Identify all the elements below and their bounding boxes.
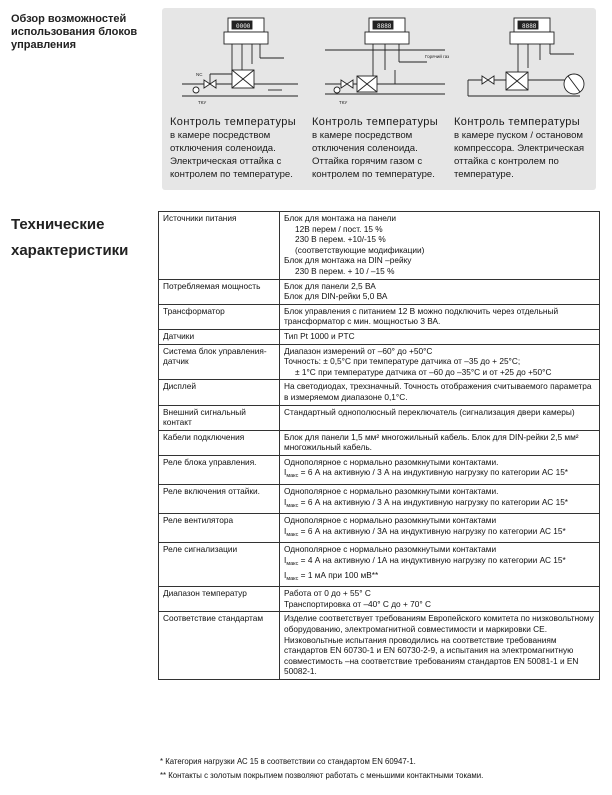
spec-row <box>159 543 600 587</box>
spec-name: Реле блока управления. <box>159 455 280 484</box>
caption-solenoid-electric-defrost <box>170 116 305 181</box>
spec-value-line: Изделие соответствует требованиям Европейского комитета по низковольтному оборудованию, электромагнитной совместимости и маркировки СЕ. Низковольтные испытания проводились на соответствие требованиям стандартов EN 60730-1 и EN 60730-2-9, а испытания на электромагнитную совместимость –на соответствие требованиям стандартов EN 50081-1 и EN 50082-1. <box>284 613 594 677</box>
spec-row <box>159 304 600 329</box>
spec-value-line: Блок для панели 1,5 мм² многожильный кабель. Блок для DIN-рейки 2,5 мм² многожильный кабель. <box>284 431 579 453</box>
specs-title: Технические характеристики <box>11 216 129 259</box>
spec-row <box>159 344 600 380</box>
spec-value <box>280 587 600 612</box>
spec-value-line: Транспортировка от –40° С до + 70° С <box>284 598 431 609</box>
spec-value-line: 230 В перем. + 10 / –15 % <box>295 265 395 276</box>
spec-value-line: 12В перем / пост. 15 % <box>295 223 383 234</box>
spec-name: Потребляемая мощность <box>159 279 280 304</box>
spec-value-line: Блок для монтажа на DIN –рейку <box>284 255 412 266</box>
spec-value-line: 230 В перем. +10/-15 % <box>295 234 386 245</box>
diagram1-label-nc: NC <box>196 72 203 77</box>
diagram2-display-text: 8888 <box>377 23 392 30</box>
spec-value-line: Блок управления с питанием 12 В можно подключить через отдельный трансформатор с мин. мощностью 3 ВА. <box>284 305 559 327</box>
spec-row <box>159 430 600 455</box>
spec-value-line: Диапазон измерений от –60° до +50°C <box>284 345 433 356</box>
spec-name: Реле вентилятора <box>159 514 280 543</box>
spec-name: Датчики <box>159 329 280 344</box>
spec-row <box>159 329 600 344</box>
spec-row <box>159 212 600 280</box>
spec-row <box>159 485 600 514</box>
caption1-heading: Контроль температуры <box>170 116 297 128</box>
caption1-body: в камере посредством отключения соленоида. Электрическая оттайка с контролем по температуре. <box>170 130 293 180</box>
spec-value-line: Блок для DIN-рейки 5,0 ВА <box>284 291 388 302</box>
spec-value <box>280 329 600 344</box>
specs-table <box>158 211 600 680</box>
spec-value-line: Работа от 0 до + 55° С <box>284 588 371 599</box>
spec-value-line: Блок для монтажа на панели <box>284 213 397 223</box>
diagram2-label-tku: ТКУ <box>339 100 348 105</box>
caption2-heading: Контроль температуры <box>312 116 439 128</box>
spec-value-line: $I_{макс} = 6$ А на активную / 3 А на индуктивную нагрузку по категории АС 15* <box>284 496 569 509</box>
spec-name: Реле сигнализации <box>159 543 280 587</box>
spec-row <box>159 405 600 430</box>
spec-value <box>280 430 600 455</box>
caption3-heading: Контроль температуры <box>454 116 581 128</box>
overview-panel <box>162 8 596 190</box>
diagram1-label-tku: ТКУ <box>198 100 207 105</box>
spec-value <box>280 612 600 680</box>
diagram2-label-hotgas: Горячий газ <box>425 54 450 59</box>
spec-name: Трансформатор <box>159 304 280 329</box>
spec-value-line: На светодиодах, трехзначный. Точность отображения считываемого параметра в измеряемом диапазоне 0,1°C. <box>284 381 592 402</box>
spec-value <box>280 344 600 380</box>
spec-value <box>280 212 600 280</box>
spec-value-line: $I_{макс} = 6$ А на активную / 3 А на индуктивную нагрузку по категории АС 15* <box>284 467 569 480</box>
spec-value-line: Точность: ± 0,5°C при температуре датчика от –35 до + 25°C; <box>284 356 521 367</box>
spec-value-line: Стандартный однополюсный переключатель (сигнализация двери камеры) <box>284 406 575 417</box>
diagram3-display-text: 8888 <box>522 23 537 30</box>
spec-row <box>159 455 600 484</box>
spec-name: Соответствие стандартам <box>159 612 280 680</box>
spec-value <box>280 543 600 587</box>
spec-name: Диапазон температур <box>159 587 280 612</box>
spec-value-line: Однополярное с нормально разомкнутыми контактами. <box>284 456 499 467</box>
footnote-ac15: * Категория нагрузки АС 15 в соответствии со стандартом EN 60947-1. <box>160 757 416 766</box>
caption2-body: в камере посредством отключения соленоида. Оттайка горячим газом с контролем по температуре. <box>312 130 435 180</box>
spec-name: Реле включения оттайки. <box>159 485 280 514</box>
spec-value-line: ± 1°C при температуре датчика от –60 до –35°C и от +25 до +50°C <box>295 366 552 377</box>
spec-value <box>280 405 600 430</box>
spec-value <box>280 279 600 304</box>
spec-value-line: Тип Pt 1000 и PTC <box>284 330 355 341</box>
spec-row <box>159 279 600 304</box>
spec-value <box>280 304 600 329</box>
spec-name: Внешний сигнальный контакт <box>159 405 280 430</box>
spec-value <box>280 455 600 484</box>
spec-value-line: $I_{макс} = 4$ А на активную / 1А на индуктивную нагрузку по категории АС 15* <box>284 555 566 568</box>
spec-value <box>280 514 600 543</box>
spec-value <box>280 485 600 514</box>
specs-table-body <box>159 212 600 680</box>
caption-solenoid-hotgas-defrost <box>312 116 447 181</box>
spec-value-line: Однополярное с нормально разомкнутыми контактами <box>284 515 497 526</box>
diagram-solenoid-hotgas-defrost <box>317 14 452 112</box>
spec-value-line: Однополярное с нормально разомкнутыми контактами <box>284 544 497 555</box>
footnote-gold-contacts: ** Контакты с золотым покрытием позволяют работать с меньшими контактными токами. <box>160 771 484 780</box>
diagram-solenoid-electric-defrost <box>172 14 302 112</box>
diagram1-display-text: 0000 <box>236 23 251 30</box>
spec-value <box>280 380 600 405</box>
spec-name: Кабели подключения <box>159 430 280 455</box>
spec-value-line: Однополярное с нормально разомкнутыми контактами. <box>284 486 499 497</box>
spec-value-line: $I_{макс} = 6$ А на активную / 3А на индуктивную нагрузку по категории АС 15* <box>284 525 566 538</box>
spec-row <box>159 612 600 680</box>
spec-row <box>159 380 600 405</box>
overview-title: Обзор возможностей использования блоков управления <box>11 13 138 51</box>
spec-value-line: $I_{макс} = 1$ мА при 100 мВ** <box>284 569 379 582</box>
spec-name: Система блок управления-датчик <box>159 344 280 380</box>
spec-row <box>159 587 600 612</box>
diagram-compressor-electric-defrost <box>462 14 592 112</box>
caption-compressor-electric-defrost <box>454 116 589 181</box>
spec-value-line: Блок для панели 2,5 ВА <box>284 280 376 291</box>
caption3-body: в камере пуском / остановом компрессора. Электрическая оттайка с контролем по температуре. <box>454 130 585 180</box>
spec-name: Дисплей <box>159 380 280 405</box>
spec-row <box>159 514 600 543</box>
spec-name: Источники питания <box>159 212 280 280</box>
spec-value-line: (соответствующие модификации) <box>295 244 425 255</box>
